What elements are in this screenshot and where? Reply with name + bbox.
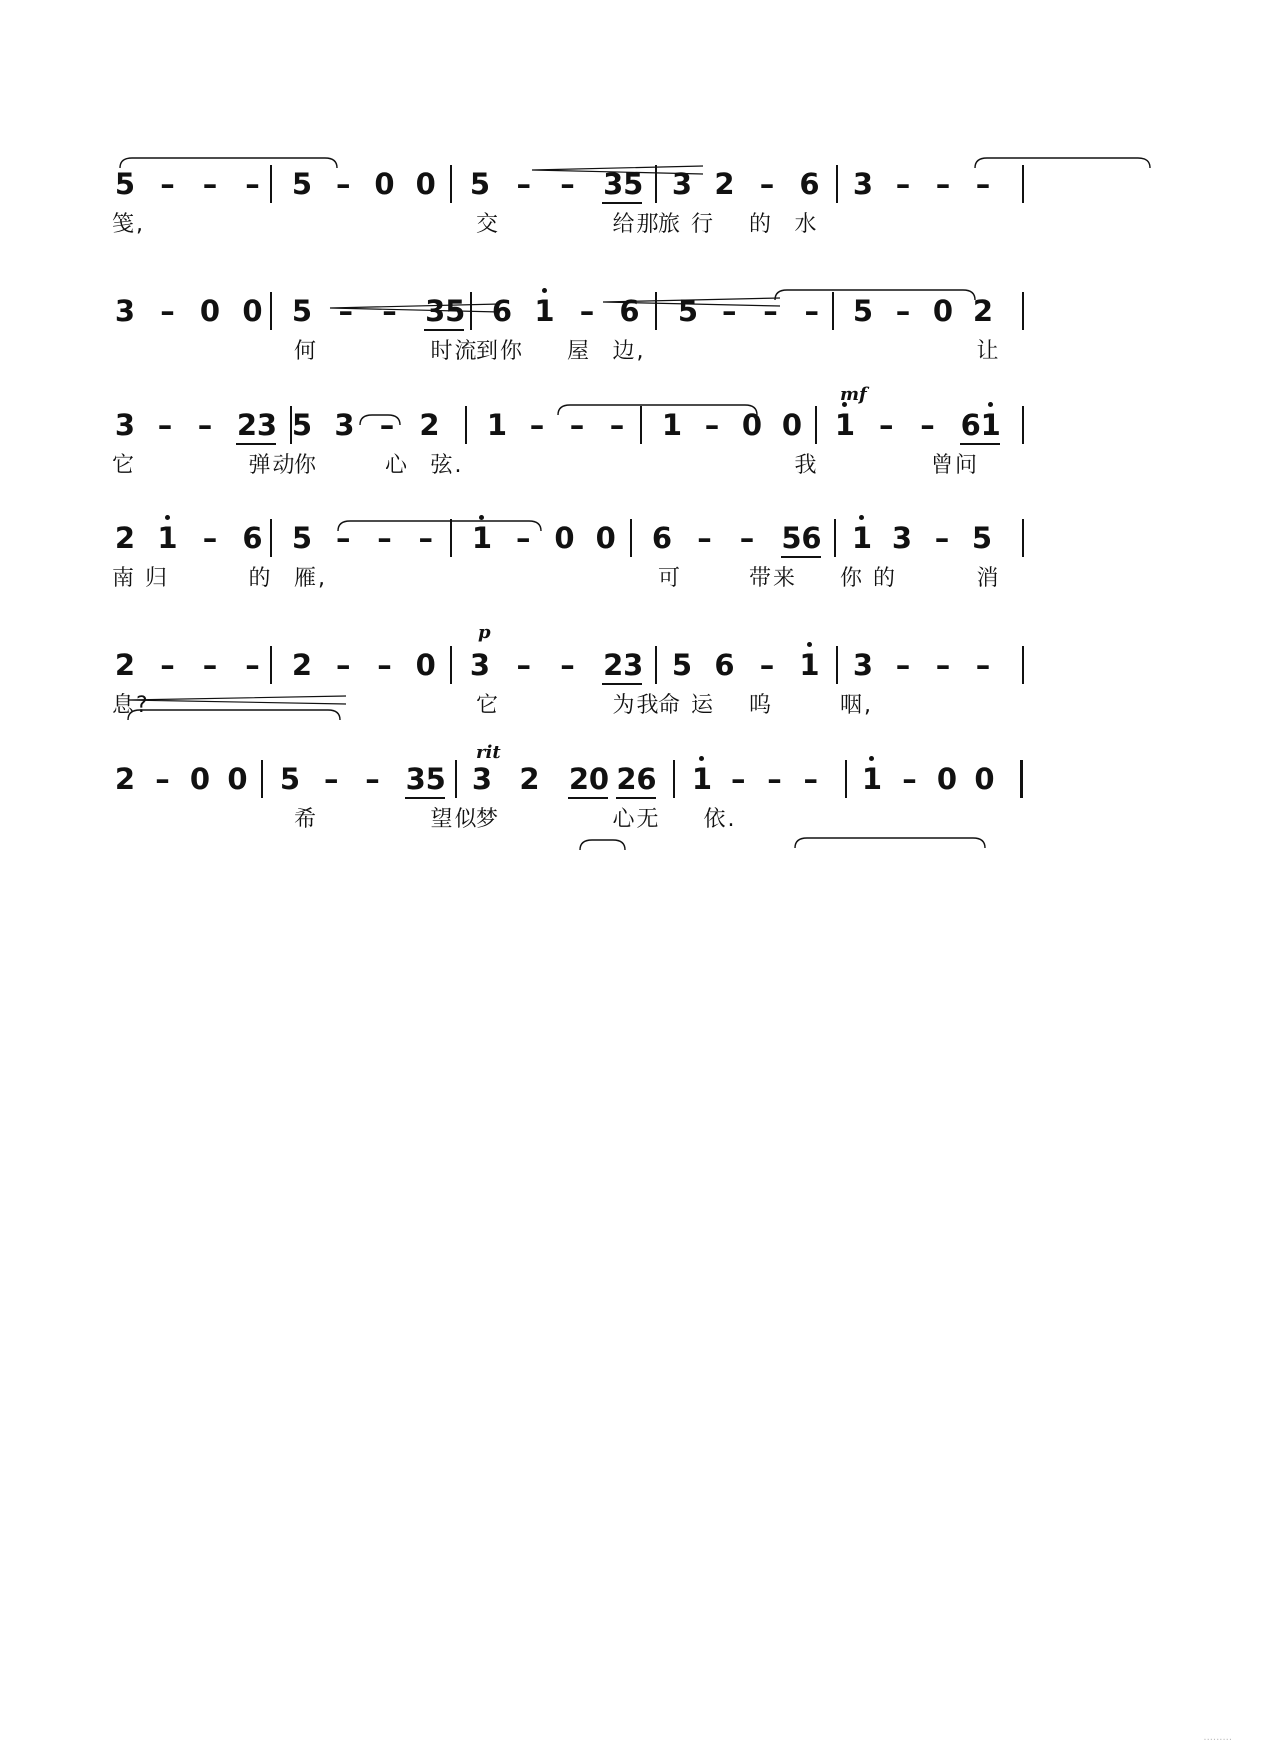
note-r0-m4-n2: – <box>935 167 951 201</box>
note-r3-m1-n0: 5 <box>291 521 313 555</box>
note-r4-m0-n3: – <box>245 648 260 682</box>
note-r2-m0-n0: 3 <box>114 408 136 442</box>
high-octave-dot <box>807 642 812 647</box>
dynamic-marking: mf <box>840 384 867 405</box>
note-r1-m2-n1: 1 <box>534 294 555 328</box>
note-r5-m2-n3a: 2 <box>616 762 637 796</box>
lyric-r3-1: 的 <box>248 566 273 591</box>
note-r1-m3-n0: 5 <box>677 294 699 328</box>
barline <box>845 760 847 798</box>
note-r0-m2-n1: – <box>516 167 531 201</box>
lyric-r0-5: 水 <box>794 212 819 237</box>
note-r4-m2-n3b: 3 <box>623 648 644 682</box>
lyric-r3-0: 南 归 <box>112 566 169 591</box>
high-octave-dot <box>165 515 170 520</box>
lyric-r4-1: 它 <box>476 693 501 718</box>
note-r4-m1-n3: 0 <box>415 648 436 682</box>
note-r1-m4-n2: 0 <box>932 294 954 328</box>
note-r4-m4-n2: – <box>935 648 951 682</box>
note-r1-m0-n1: – <box>160 294 175 328</box>
note-r0-m4-n3: – <box>975 167 991 201</box>
lyric-r1-5: 让 <box>976 339 1001 364</box>
note-r0-m2-n2: – <box>560 167 575 201</box>
note-r0-m1-n2: 0 <box>374 167 395 201</box>
note-r2-m4-n3a: 6 <box>960 408 981 442</box>
lyric-r0-4: 的 <box>749 212 774 237</box>
note-r5-m3-n0: 1 <box>691 762 713 796</box>
note-r5-m0-n0: 2 <box>114 762 136 796</box>
barline <box>1022 406 1024 444</box>
note-r2-m0-n1: – <box>157 408 173 442</box>
note-r1-m1-n3b: 5 <box>445 294 466 328</box>
barline <box>640 406 642 444</box>
lyric-r0-1: 交 <box>476 212 501 237</box>
barline <box>270 646 272 684</box>
note-r3-m3-n2: – <box>739 521 755 555</box>
note-r5-m1-n3a: 3 <box>405 762 426 796</box>
barline <box>836 646 838 684</box>
note-r5-m2-n2a: 2 <box>568 762 590 796</box>
note-r4-m3-n2: – <box>759 648 775 682</box>
lyric-r1-4: 边, <box>612 339 646 364</box>
barline <box>1022 165 1024 203</box>
note-r4-m3-n3: 1 <box>799 648 820 682</box>
note-r4-m2-n2: – <box>560 648 575 682</box>
note-r4-m3-n0: 5 <box>671 648 693 682</box>
lyric-r1-2: 到你 <box>476 339 525 364</box>
note-r0-m0-n1: – <box>160 167 175 201</box>
barline <box>450 646 452 684</box>
note-r4-m2-n3a: 2 <box>603 648 624 682</box>
note-r1-m2-n2: – <box>579 294 595 328</box>
note-r5-m4-n3: 0 <box>974 762 995 796</box>
lyric-r2-5: 我 <box>794 453 819 478</box>
lyric-r3-6: 消 <box>976 566 1001 591</box>
note-r3-m4-n0: 1 <box>851 521 873 555</box>
barline <box>455 760 457 798</box>
note-r0-m4-n1: – <box>895 167 911 201</box>
note-r2-m4-n2: – <box>920 408 935 442</box>
lyric-r3-3: 可 <box>658 566 683 591</box>
note-r5-m0-n3: 0 <box>227 762 248 796</box>
barline <box>470 292 472 330</box>
barline <box>450 165 452 203</box>
page-watermark: ......... <box>1203 1732 1232 1743</box>
note-r1-m1-n1: – <box>338 294 353 328</box>
lyric-r2-6: 曾问 <box>931 453 980 478</box>
crescendo-hairpin <box>128 696 346 704</box>
eighth-beam <box>424 329 464 331</box>
note-r0-m0-n0: 5 <box>114 167 136 201</box>
barline <box>1022 519 1024 557</box>
note-r5-m1-n3b: 5 <box>425 762 446 796</box>
lyric-r1-0: 何 <box>294 339 319 364</box>
barline <box>465 406 467 444</box>
note-r2-m2-n0: 1 <box>486 408 508 442</box>
barline <box>655 165 657 203</box>
final-barline <box>1020 760 1023 798</box>
lyric-r5-2: 梦 <box>476 807 501 832</box>
note-r3-m1-n3: – <box>418 521 433 555</box>
note-r5-m1-n2: – <box>365 762 380 796</box>
note-r4-m0-n1: – <box>160 648 175 682</box>
barline <box>1022 646 1024 684</box>
note-r5-m2-n0: 3 <box>471 762 493 796</box>
barline <box>1022 292 1024 330</box>
note-r3-m0-n1: 1 <box>157 521 178 555</box>
eighth-beam <box>602 683 642 685</box>
lyric-r5-0: 希 <box>294 807 319 832</box>
barline <box>832 292 834 330</box>
note-r1-m0-n2: 0 <box>199 294 221 328</box>
note-r0-m1-n1: – <box>336 167 351 201</box>
barline <box>290 406 292 444</box>
note-r3-m2-n2: 0 <box>554 521 575 555</box>
note-r4-m4-n1: – <box>895 648 911 682</box>
note-r2-m1-n2: – <box>379 408 395 442</box>
eighth-beam <box>405 797 445 799</box>
note-r5-m3-n2: – <box>767 762 782 796</box>
barline <box>630 519 632 557</box>
note-r3-m3-n0: 6 <box>651 521 673 555</box>
note-r1-m3-n2: – <box>763 294 778 328</box>
barline <box>815 406 817 444</box>
note-r5-m1-n0: 5 <box>279 762 301 796</box>
note-r5-m1-n1: – <box>324 762 339 796</box>
high-octave-dot <box>479 515 484 520</box>
note-r0-m2-n3a: 3 <box>603 167 624 201</box>
note-r0-m0-n2: – <box>202 167 218 201</box>
note-r1-m4-n1: – <box>895 294 911 328</box>
note-r4-m1-n1: – <box>336 648 351 682</box>
lyric-r0-0: 笺, <box>112 212 145 237</box>
note-r1-m1-n0: 5 <box>291 294 313 328</box>
note-r2-m2-n1: – <box>529 408 545 442</box>
barline <box>270 292 272 330</box>
note-r2-m1-n0: 5 <box>291 408 313 442</box>
lyric-r2-1: 弹动 <box>248 453 297 478</box>
eighth-beam <box>236 443 276 445</box>
note-r5-m2-n1: 2 <box>519 762 540 796</box>
lyric-r4-0: 息? <box>112 693 150 718</box>
note-r4-m0-n2: – <box>202 648 218 682</box>
note-r2-m3-n1: – <box>704 408 720 442</box>
note-r0-m3-n3: 6 <box>799 167 820 201</box>
note-r1-m1-n2: – <box>382 294 397 328</box>
note-r1-m3-n3: – <box>804 294 819 328</box>
note-r4-m3-n1: 6 <box>714 648 735 682</box>
slur <box>795 838 985 848</box>
eighth-beam <box>781 556 821 558</box>
lyric-r2-0: 它 <box>112 453 137 478</box>
note-r4-m1-n0: 2 <box>291 648 313 682</box>
note-r5-m3-n1: – <box>731 762 746 796</box>
note-r5-m0-n1: – <box>155 762 170 796</box>
note-r2-m2-n3: – <box>609 408 625 442</box>
note-r3-m4-n1: 3 <box>891 521 913 555</box>
lyric-r2-2: 你 <box>294 453 319 478</box>
lyric-r4-3: 命 运 <box>658 693 715 718</box>
note-r4-m4-n0: 3 <box>852 648 874 682</box>
note-r0-m1-n0: 5 <box>291 167 313 201</box>
note-r0-m3-n1: 2 <box>714 167 735 201</box>
note-r1-m2-n0: 6 <box>491 294 513 328</box>
note-r2-m2-n2: – <box>569 408 585 442</box>
note-r0-m3-n0: 3 <box>671 167 693 201</box>
lyric-r0-3: 旅 行 <box>658 212 715 237</box>
lyric-r2-3: 心 <box>385 453 410 478</box>
note-r2-m1-n3: 2 <box>419 408 440 442</box>
lyric-r1-1: 时流 <box>430 339 479 364</box>
high-octave-dot <box>859 515 864 520</box>
dynamic-marking: rit <box>476 742 501 763</box>
note-r3-m2-n1: – <box>516 521 531 555</box>
note-r5-m4-n1: – <box>902 762 917 796</box>
note-r4-m4-n3: – <box>975 648 991 682</box>
note-r2-m4-n1: – <box>879 408 894 442</box>
note-r1-m4-n3: 2 <box>972 294 994 328</box>
high-octave-dot <box>988 402 993 407</box>
note-r3-m0-n2: – <box>202 521 218 555</box>
lyric-r3-5: 你 的 <box>840 566 897 591</box>
note-r2-m0-n3a: 2 <box>236 408 258 442</box>
note-r0-m2-n3b: 5 <box>623 167 644 201</box>
note-r3-m3-n3b: 6 <box>801 521 822 555</box>
note-r3-m3-n1: – <box>697 521 712 555</box>
note-r5-m0-n2: 0 <box>189 762 211 796</box>
barline <box>655 646 657 684</box>
note-r1-m0-n0: 3 <box>114 294 136 328</box>
slur <box>975 158 1150 168</box>
eighth-beam <box>616 797 656 799</box>
high-octave-dot <box>869 756 874 761</box>
lyric-r5-3: 心无 <box>612 807 661 832</box>
note-r5-m3-n3: – <box>803 762 818 796</box>
lyric-r0-2: 给那 <box>612 212 661 237</box>
lyric-r1-3: 屋 <box>567 339 592 364</box>
note-r4-m0-n0: 2 <box>114 648 136 682</box>
eighth-beam <box>568 797 608 799</box>
slur <box>580 840 625 850</box>
note-r1-m3-n1: – <box>722 294 737 328</box>
note-r0-m2-n0: 5 <box>469 167 491 201</box>
note-r2-m0-n3b: 3 <box>256 408 278 442</box>
lyric-r3-4: 带来 <box>749 566 798 591</box>
dynamic-marking: p <box>478 622 491 643</box>
barline <box>270 165 272 203</box>
lyric-r3-2: 雁, <box>294 566 327 591</box>
note-r2-m4-n0: 1 <box>834 408 856 442</box>
lyric-r5-1: 望似 <box>430 807 479 832</box>
note-r5-m4-n2: 0 <box>936 762 958 796</box>
note-r5-m4-n0: 1 <box>861 762 883 796</box>
note-r3-m1-n2: – <box>377 521 392 555</box>
note-r1-m4-n0: 5 <box>852 294 874 328</box>
note-r3-m2-n3: 0 <box>595 521 616 555</box>
barline <box>261 760 263 798</box>
note-r0-m3-n2: – <box>759 167 775 201</box>
note-r3-m4-n3: 5 <box>971 521 993 555</box>
note-r1-m2-n3: 6 <box>619 294 640 328</box>
lyric-r4-4: 呜 <box>749 693 774 718</box>
note-r3-m1-n1: – <box>336 521 351 555</box>
note-r4-m2-n0: 3 <box>469 648 491 682</box>
note-r0-m1-n3: 0 <box>415 167 436 201</box>
lyric-r2-4: 弦. <box>430 453 464 478</box>
slur <box>128 710 340 720</box>
note-r5-m2-n3b: 6 <box>636 762 657 796</box>
lyric-r4-2: 为我 <box>612 693 661 718</box>
barline <box>836 165 838 203</box>
eighth-beam <box>602 202 642 204</box>
note-r0-m0-n3: – <box>245 167 260 201</box>
lyric-r5-4: 依. <box>703 807 737 832</box>
note-r3-m3-n3a: 5 <box>781 521 802 555</box>
lyric-r4-5: 咽, <box>840 693 873 718</box>
note-r2-m3-n2: 0 <box>741 408 763 442</box>
note-r2-m3-n0: 1 <box>661 408 683 442</box>
note-r2-m0-n2: – <box>197 408 213 442</box>
high-octave-dot <box>699 756 704 761</box>
barline <box>450 519 452 557</box>
note-r3-m2-n0: 1 <box>471 521 493 555</box>
note-r3-m0-n3: 6 <box>242 521 263 555</box>
high-octave-dot <box>542 288 547 293</box>
note-r2-m1-n1: 3 <box>334 408 355 442</box>
note-r2-m4-n3b: 1 <box>980 408 1001 442</box>
barline <box>655 292 657 330</box>
note-r3-m4-n2: – <box>934 521 950 555</box>
barline <box>673 760 675 798</box>
note-r4-m2-n1: – <box>516 648 531 682</box>
note-r5-m2-n2b: 0 <box>588 762 610 796</box>
note-r2-m3-n3: 0 <box>781 408 803 442</box>
note-r1-m0-n3: 0 <box>242 294 263 328</box>
barline <box>270 519 272 557</box>
barline <box>834 519 836 557</box>
note-r0-m4-n0: 3 <box>852 167 874 201</box>
note-r4-m1-n2: – <box>377 648 392 682</box>
note-r3-m0-n0: 2 <box>114 521 136 555</box>
note-r1-m1-n3a: 3 <box>425 294 446 328</box>
eighth-beam <box>960 443 1000 445</box>
